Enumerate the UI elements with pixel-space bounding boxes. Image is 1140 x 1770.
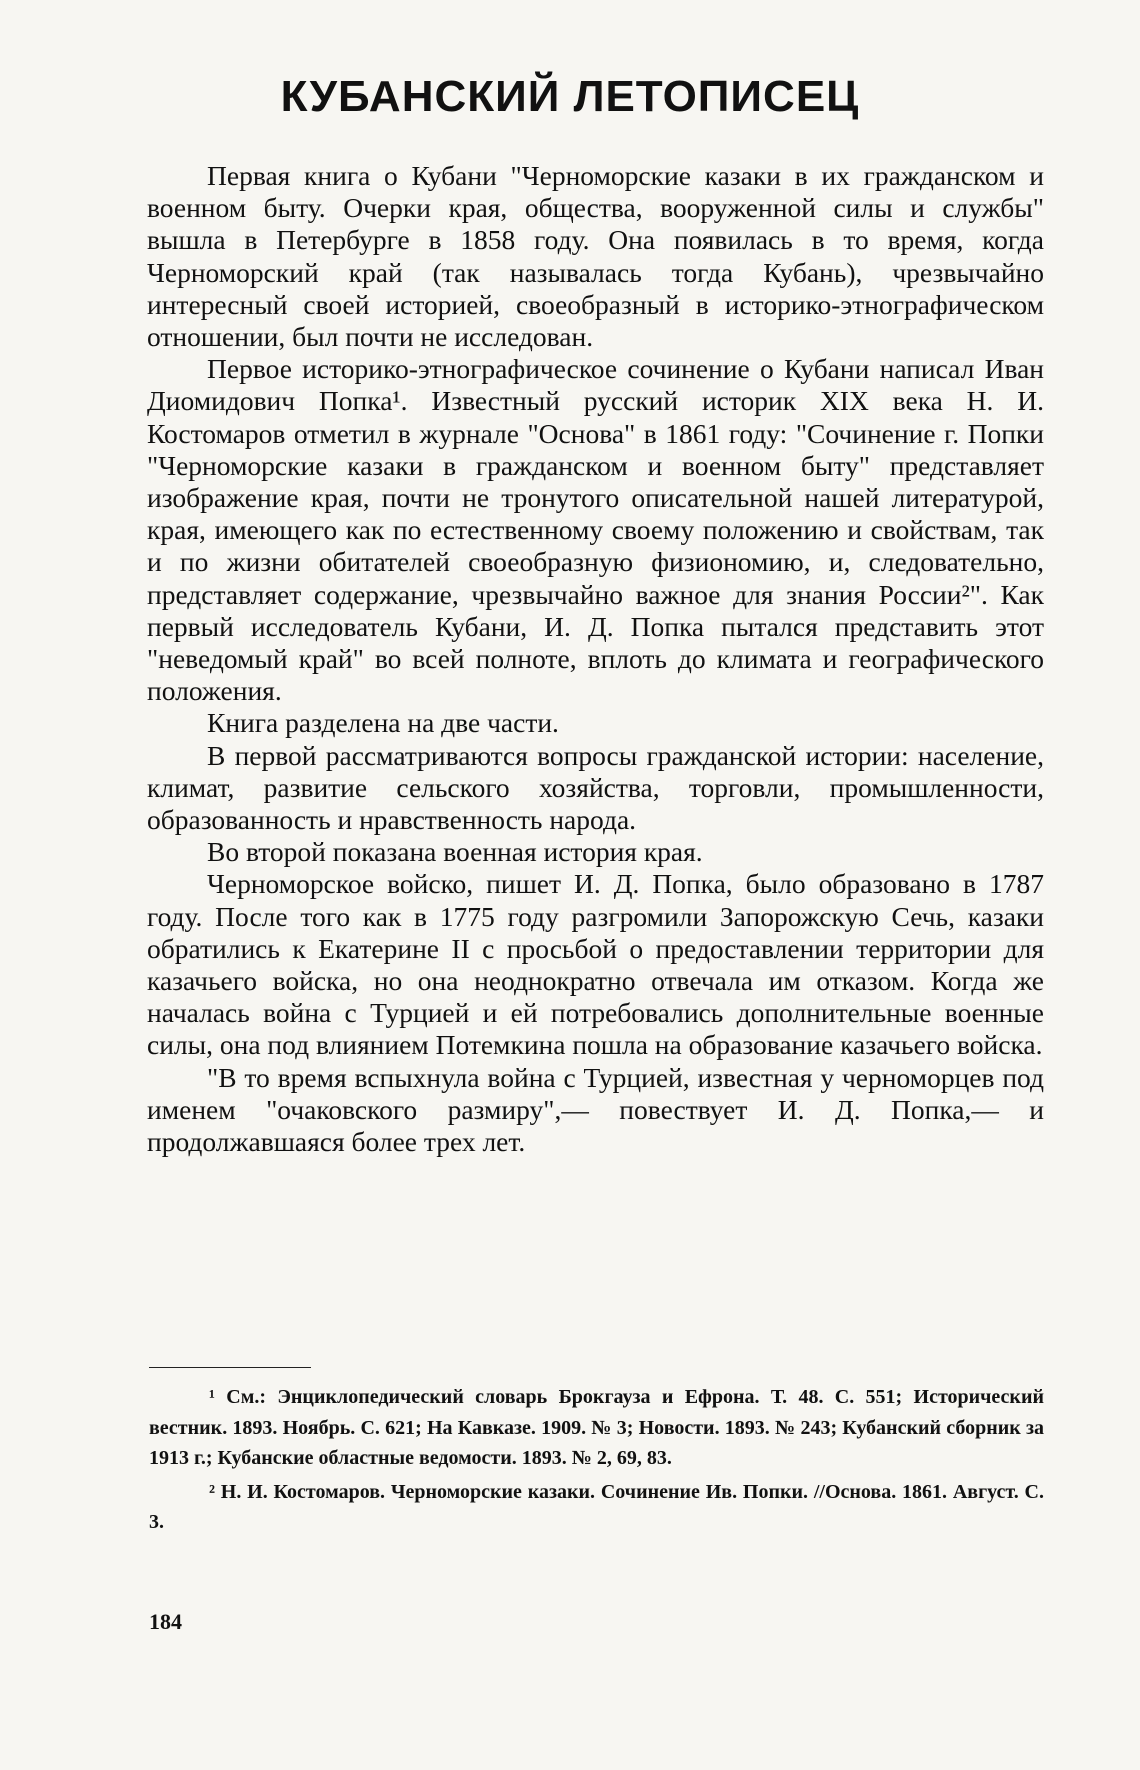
paragraph: Первая книга о Кубани "Черноморские казаки в их гражданском и военном быту. Очерки края, общества, вооруженной силы и службы" вышла в Петербурге в 1858 году. Она появилась в то время, когда Черноморский край (так называлась тогда Кубань), чрезвычайно интересный своей историей, своеобразный в историко-этнографическом отношении, был почти не исследован. — [147, 160, 1044, 353]
footnote-separator — [149, 1367, 311, 1368]
footnote: ¹ См.: Энциклопедический словарь Брокгауза и Ефрона. Т. 48. С. 551; Исторический вестник. 1893. Ноябрь. С. 621; На Кавказе. 1909. № 3; Новости. 1893. № 243; Кубанский сборник за 1913 г.; Кубанские областные ведомости. 1893. № 2, 69, 83. — [149, 1386, 1044, 1469]
paragraph: "В то время вспыхнула война с Турцией, известная у черноморцев под именем "очаковского размиру",— повествует И. Д. Попка,— и продолжавшаяся более трех лет. — [147, 1061, 1044, 1158]
paragraph: Книга разделена на две части. — [207, 707, 559, 739]
footnotes — [149, 1382, 1044, 1541]
page-number: 184 — [149, 1609, 182, 1634]
footnote: ² Н. И. Костомаров. Черноморские казаки. Сочинение Ив. Попки. //Основа. 1861. Август. С. 3. — [149, 1480, 1044, 1533]
body-text — [147, 160, 1044, 1158]
paragraph: Первое историко-этнографическое сочинение о Кубани написал Иван Диомидович Попка¹. Известный русский историк XIX века Н. И. Костомаров отметил в журнале "Основа" в 1861 году: "Сочинение г. Попки "Черноморские казаки в гражданском и военном быту" представляет изображение края, почти не тронутого описательной нашей литературой, края, имеющего как по естественному своему положению и свойствам, так и по жизни обитателей своеобразную физиономию, и, следовательно, представляет содержание, чрезвычайно важное для знания России²". Как первый исследователь Кубани, И. Д. Попка пытался представить этот "неведомый край" во всей полноте, вплоть до климата и географического положения. — [147, 353, 1044, 707]
paragraph: Черноморское войско, пишет И. Д. Попка, было образовано в 1787 году. После того как в 1775 году разгромили Запорожскую Сечь, казаки обратились к Екатерине II с просьбой о предоставлении территории для казачьего войска, но она неоднократно отвечала им отказом. Когда же началась война с Турцией и ей потребовались дополнительные военные силы, она под влиянием Потемкина пошла на образование казачьего войска. — [147, 868, 1044, 1061]
paragraph: В первой рассматриваются вопросы гражданской истории: население, климат, развитие сельского хозяйства, торговли, промышленности, образованность и нравственность народа. — [147, 739, 1044, 836]
paragraph: Во второй показана военная история края. — [207, 836, 703, 868]
chapter-title: КУБАНСКИЙ ЛЕТОПИСЕЦ — [280, 72, 860, 121]
